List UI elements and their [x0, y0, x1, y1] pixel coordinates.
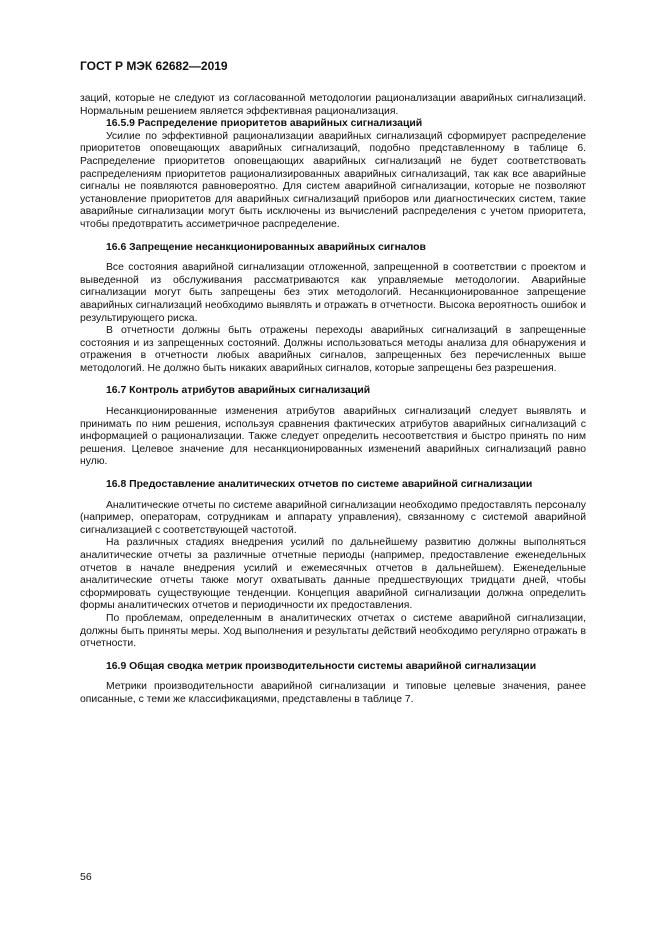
paragraph: В отчетности должны быть отражены переходы аварийных сигнализаций в запрещенные состояния и из запрещенных состояний. Должны использоваться методы анализа для обнаружения и отражения в отчетности любых аварийных сигналов, запрещенных без перечисленных выше методологий. Не должно быть никаких аварийных сигналов, которые запрещены без разрешения.	[80, 325, 586, 374]
document-header: ГОСТ Р МЭК 62682—2019	[80, 59, 228, 73]
paragraph: Усилие по эффективной рационализации аварийных сигнализаций сформирует распределение приоритетов оповещающих аварийных сигнализаций, подобно представленному в таблице 6. Распределение приоритетов оповещающих аварийных сигнализаций не будет соответствовать распределениям приоритетов рационализированных аварийных сигнализаций, так как все аварийные сигналы не появляются равновероятно. Для систем аварийной сигнализации, которые не позволяют установление приоритетов для аварийных сигнализаций приборов или диагностических систем, такие аварийные сигнализации могут быть исключены из вычислений распределения с учетом приоритета, чтобы предотвратить ассиметричное распределение.	[80, 130, 586, 230]
paragraph: По проблемам, определенным в аналитических отчетах о системе аварийной сигнализации, должны быть приняты меры. Ход выполнения и результаты действий необходимо регулярно отражать в отчетности.	[80, 612, 586, 650]
section-heading-16-9: 16.9 Общая сводка метрик производительности системы аварийной сигнализации	[106, 660, 537, 672]
page-body	[80, 93, 586, 707]
section-heading-16-5-9: 16.5.9 Распределение приоритетов аварийных сигнализаций	[106, 118, 423, 130]
page-number: 56	[80, 871, 92, 883]
section-heading-16-6: 16.6 Запрещение несанкционированных аварийных сигналов	[106, 241, 426, 253]
paragraph: Метрики производительности аварийной сигнализации и типовые целевые значения, ранее описанные, с теми же классификациями, представлены в таблице 7.	[80, 681, 586, 705]
paragraph: Несанкционированные изменения атрибутов аварийных сигнализаций следует выявлять и принимать по ним решения, используя сравнения фактических атрибутов аварийных сигнализаций с информацией о рационализации. Также следует определить несоответствия и быстро принять по ним решения. Целевое значение для несанкционированных изменений аварийных сигнализаций равно нулю.	[80, 406, 586, 468]
paragraph: Аналитические отчеты по системе аварийной сигнализации необходимо предоставлять персоналу (например, операторам, сотрудникам и аппарату управления), связанному с системой аварийной сигнализацией с соответствующей частотой.	[80, 499, 586, 536]
section-heading-16-8: 16.8 Предоставление аналитических отчетов по системе аварийной сигнализации	[106, 479, 533, 491]
paragraph: заций, которые не следуют из согласованной методологии рационализации аварийных сигнализаций. Нормальным решением является эффективная рационализация.	[80, 93, 586, 117]
section-heading-16-7: 16.7 Контроль атрибутов аварийных сигнализаций	[106, 385, 371, 397]
paragraph: На различных стадиях внедрения усилий по дальнейшему развитию должны выполняться аналитические отчеты за различные отчетные периоды (например, предоставление еженедельных отчетов в начале внедрения усилий и ежемесячных отчетов в дальнейшем). Еженедельные аналитические отчеты также могут охватывать данные предшествующих тридцати дней, чтобы сформировать существующие тенденции. Концепция аварийной сигнализации должна определить формы аналитических отчетов и периодичности их предоставления.	[80, 537, 586, 612]
paragraph: Все состояния аварийной сигнализации отложенной, запрещенной в соответствии с проектом и выведенной из обслуживания рассматриваются как управляемые методологии. Аварийные сигнализации могут быть запрещены без этих методологий. Несанкционированное запрещение аварийных сигнализаций необходимо выявлять и отражать в отчетности. Высока вероятность ошибок и результирующего риска.	[80, 262, 586, 324]
